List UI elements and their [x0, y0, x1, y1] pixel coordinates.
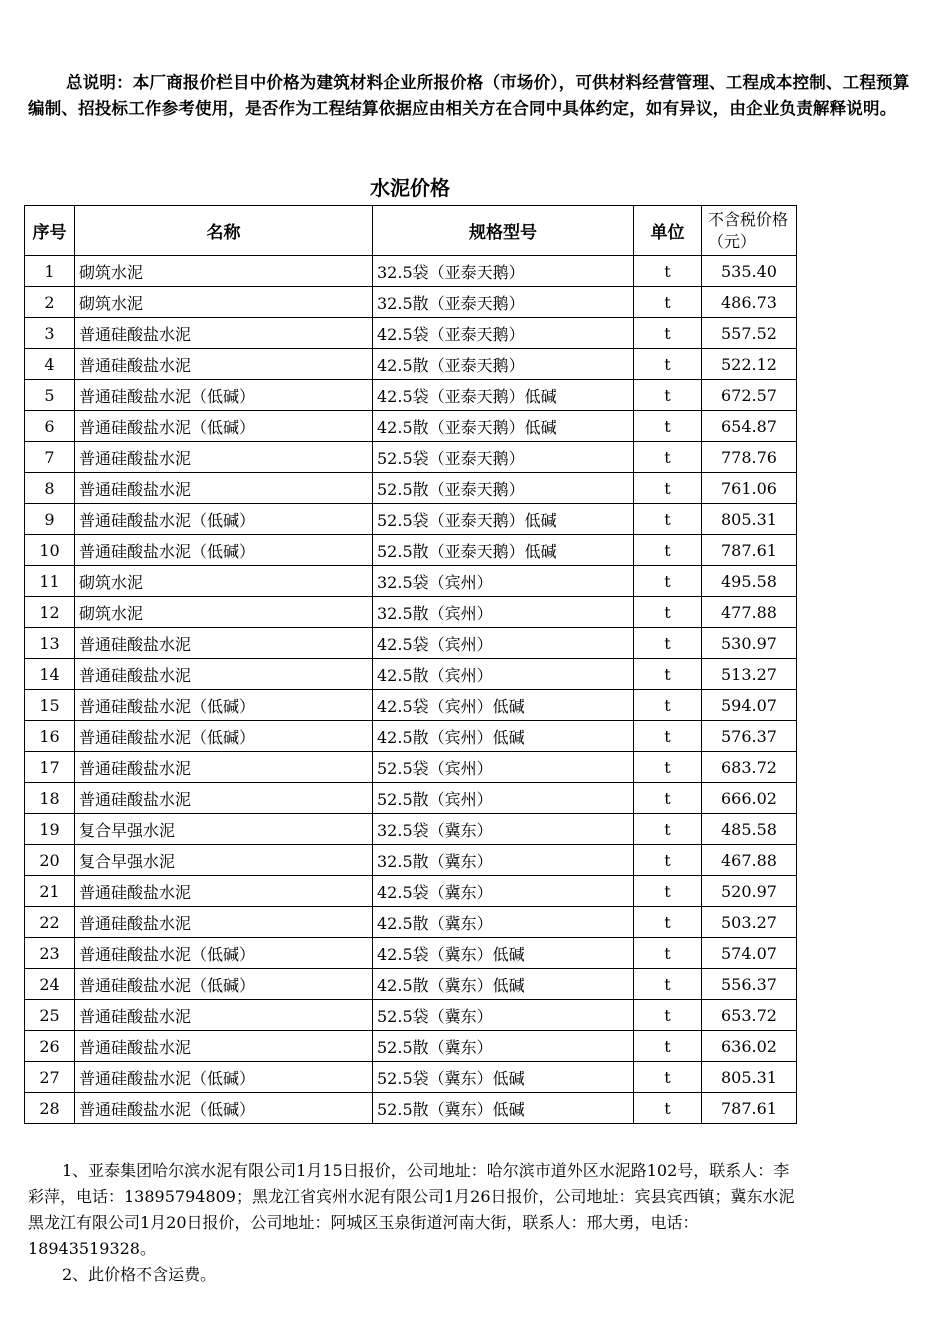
cell-spec: 32.5散（宾州） [373, 597, 634, 628]
cell-name: 复合早强水泥 [75, 814, 373, 845]
cell-price: 520.97 [702, 876, 797, 907]
cell-unit: t [634, 1062, 702, 1093]
cell-no: 18 [25, 783, 75, 814]
cell-no: 10 [25, 535, 75, 566]
cell-unit: t [634, 845, 702, 876]
cell-name: 普通硅酸盐水泥（低碱） [75, 721, 373, 752]
cell-unit: t [634, 752, 702, 783]
cell-name: 砌筑水泥 [75, 597, 373, 628]
cell-no: 16 [25, 721, 75, 752]
cell-no: 23 [25, 938, 75, 969]
table-row [25, 721, 797, 752]
cell-spec: 52.5散（冀东） [373, 1031, 634, 1062]
cell-no: 25 [25, 1000, 75, 1031]
header-no: 序号 [25, 206, 75, 256]
cell-price: 574.07 [702, 938, 797, 969]
cell-no: 20 [25, 845, 75, 876]
cell-no: 21 [25, 876, 75, 907]
cell-no: 12 [25, 597, 75, 628]
cell-unit: t [634, 938, 702, 969]
cell-price: 594.07 [702, 690, 797, 721]
table-row [25, 442, 797, 473]
cell-no: 8 [25, 473, 75, 504]
table-row [25, 1031, 797, 1062]
table-title: 水泥价格 [370, 176, 450, 200]
cell-spec: 32.5袋（宾州） [373, 566, 634, 597]
cell-unit: t [634, 783, 702, 814]
cell-unit: t [634, 628, 702, 659]
cell-name: 普通硅酸盐水泥 [75, 1000, 373, 1031]
cell-name: 普通硅酸盐水泥 [75, 659, 373, 690]
table-row [25, 349, 797, 380]
cell-unit: t [634, 597, 702, 628]
cell-no: 13 [25, 628, 75, 659]
cell-unit: t [634, 566, 702, 597]
cell-name: 普通硅酸盐水泥 [75, 318, 373, 349]
cell-name: 普通硅酸盐水泥（低碱） [75, 535, 373, 566]
cell-spec: 52.5散（冀东）低碱 [373, 1093, 634, 1124]
table-row [25, 380, 797, 411]
table-row [25, 938, 797, 969]
cell-unit: t [634, 814, 702, 845]
cell-name: 普通硅酸盐水泥（低碱） [75, 380, 373, 411]
cell-price: 530.97 [702, 628, 797, 659]
cell-name: 普通硅酸盐水泥 [75, 876, 373, 907]
table-row [25, 535, 797, 566]
cell-unit: t [634, 473, 702, 504]
cell-no: 19 [25, 814, 75, 845]
cell-price: 654.87 [702, 411, 797, 442]
cell-spec: 52.5袋（冀东） [373, 1000, 634, 1031]
cell-price: 486.73 [702, 287, 797, 318]
cell-price: 576.37 [702, 721, 797, 752]
cell-no: 11 [25, 566, 75, 597]
cell-unit: t [634, 876, 702, 907]
table-row [25, 566, 797, 597]
cell-spec: 42.5散（冀东）低碱 [373, 969, 634, 1000]
cell-price: 653.72 [702, 1000, 797, 1031]
cell-spec: 42.5散（宾州）低碱 [373, 721, 634, 752]
cell-no: 1 [25, 256, 75, 287]
cell-price: 778.76 [702, 442, 797, 473]
cell-name: 普通硅酸盐水泥（低碱） [75, 1062, 373, 1093]
cell-name: 普通硅酸盐水泥（低碱） [75, 938, 373, 969]
header-price: 不含税价格（元） [702, 206, 797, 256]
cell-unit: t [634, 442, 702, 473]
cell-spec: 42.5袋（宾州） [373, 628, 634, 659]
cell-unit: t [634, 659, 702, 690]
cell-unit: t [634, 1000, 702, 1031]
table-header-row [25, 206, 797, 256]
table-row [25, 907, 797, 938]
cell-name: 普通硅酸盐水泥（低碱） [75, 504, 373, 535]
cell-spec: 42.5散（亚泰天鹅） [373, 349, 634, 380]
table-row [25, 318, 797, 349]
table-row [25, 752, 797, 783]
cell-spec: 42.5袋（亚泰天鹅） [373, 318, 634, 349]
cell-spec: 32.5散（亚泰天鹅） [373, 287, 634, 318]
cell-no: 27 [25, 1062, 75, 1093]
cell-name: 砌筑水泥 [75, 287, 373, 318]
cell-no: 3 [25, 318, 75, 349]
cell-price: 683.72 [702, 752, 797, 783]
table-row [25, 659, 797, 690]
cell-price: 522.12 [702, 349, 797, 380]
header-unit: 单位 [634, 206, 702, 256]
cell-spec: 42.5散（宾州） [373, 659, 634, 690]
cell-name: 砌筑水泥 [75, 256, 373, 287]
cell-price: 805.31 [702, 504, 797, 535]
cell-spec: 52.5袋（宾州） [373, 752, 634, 783]
cell-name: 普通硅酸盐水泥（低碱） [75, 1093, 373, 1124]
cell-spec: 52.5袋（亚泰天鹅）低碱 [373, 504, 634, 535]
table-row [25, 628, 797, 659]
cell-price: 477.88 [702, 597, 797, 628]
cell-no: 7 [25, 442, 75, 473]
cell-spec: 42.5袋（宾州）低碱 [373, 690, 634, 721]
cell-unit: t [634, 721, 702, 752]
table-row [25, 1062, 797, 1093]
cell-unit: t [634, 969, 702, 1000]
table-row [25, 411, 797, 442]
cell-price: 636.02 [702, 1031, 797, 1062]
cell-name: 普通硅酸盐水泥 [75, 442, 373, 473]
cell-name: 普通硅酸盐水泥（低碱） [75, 969, 373, 1000]
cell-price: 557.52 [702, 318, 797, 349]
cell-price: 495.58 [702, 566, 797, 597]
table-row [25, 783, 797, 814]
cell-unit: t [634, 256, 702, 287]
cell-spec: 52.5散（亚泰天鹅） [373, 473, 634, 504]
cell-no: 26 [25, 1031, 75, 1062]
cell-price: 805.31 [702, 1062, 797, 1093]
cell-price: 761.06 [702, 473, 797, 504]
cell-spec: 32.5袋（冀东） [373, 814, 634, 845]
table-row [25, 969, 797, 1000]
cell-price: 787.61 [702, 535, 797, 566]
cell-name: 普通硅酸盐水泥（低碱） [75, 690, 373, 721]
table-row [25, 876, 797, 907]
table-row [25, 814, 797, 845]
cell-spec: 52.5袋（冀东）低碱 [373, 1062, 634, 1093]
table-row [25, 287, 797, 318]
cell-spec: 42.5袋（冀东）低碱 [373, 938, 634, 969]
cell-spec: 32.5散（冀东） [373, 845, 634, 876]
cell-name: 普通硅酸盐水泥（低碱） [75, 411, 373, 442]
cell-unit: t [634, 535, 702, 566]
cell-no: 4 [25, 349, 75, 380]
table-row [25, 597, 797, 628]
notes [28, 1158, 798, 1288]
cell-no: 22 [25, 907, 75, 938]
note-1: 1、亚泰集团哈尔滨水泥有限公司1月15日报价，公司地址：哈尔滨市道外区水泥路102号，联系人：李彩萍，电话：13895794809；黑龙江省宾州水泥有限公司1月26日报价，公司地址：宾县宾西镇；冀东水泥黑龙江有限公司1月20日报价，公司地址：阿城区玉泉街道河南大街，联系人：邢大勇，电话：18943519328。 [28, 1161, 795, 1258]
cell-unit: t [634, 411, 702, 442]
cell-name: 普通硅酸盐水泥 [75, 628, 373, 659]
cell-price: 556.37 [702, 969, 797, 1000]
table-row [25, 473, 797, 504]
cell-price: 672.57 [702, 380, 797, 411]
table-row [25, 504, 797, 535]
note-2: 2、此价格不含运费。 [62, 1265, 217, 1284]
cell-price: 513.27 [702, 659, 797, 690]
table-body [25, 256, 797, 1124]
cell-no: 24 [25, 969, 75, 1000]
general-description: 总说明：本厂商报价栏目中价格为建筑材料企业所报价格（市场价），可供材料经营管理、工程成本控制、工程预算编制、招投标工作参考使用，是否作为工程结算依据应由相关方在合同中具体约定，如有异议，由企业负责解释说明。 [28, 73, 910, 118]
table-row [25, 1000, 797, 1031]
cell-no: 14 [25, 659, 75, 690]
cell-name: 普通硅酸盐水泥 [75, 907, 373, 938]
cell-spec: 42.5袋（亚泰天鹅）低碱 [373, 380, 634, 411]
cell-unit: t [634, 349, 702, 380]
cell-spec: 32.5袋（亚泰天鹅） [373, 256, 634, 287]
cell-name: 普通硅酸盐水泥 [75, 752, 373, 783]
cell-spec: 52.5散（亚泰天鹅）低碱 [373, 535, 634, 566]
cell-unit: t [634, 287, 702, 318]
cell-price: 535.40 [702, 256, 797, 287]
cell-name: 普通硅酸盐水泥 [75, 1031, 373, 1062]
cell-unit: t [634, 504, 702, 535]
cell-spec: 52.5袋（亚泰天鹅） [373, 442, 634, 473]
cell-no: 5 [25, 380, 75, 411]
cell-no: 2 [25, 287, 75, 318]
cell-unit: t [634, 907, 702, 938]
cell-unit: t [634, 380, 702, 411]
cell-name: 普通硅酸盐水泥 [75, 783, 373, 814]
cell-price: 666.02 [702, 783, 797, 814]
cell-unit: t [634, 1031, 702, 1062]
cell-price: 503.27 [702, 907, 797, 938]
cell-no: 17 [25, 752, 75, 783]
table-row [25, 690, 797, 721]
cell-unit: t [634, 1093, 702, 1124]
cell-unit: t [634, 318, 702, 349]
cell-spec: 42.5袋（冀东） [373, 876, 634, 907]
cell-no: 9 [25, 504, 75, 535]
table-row [25, 845, 797, 876]
cell-no: 15 [25, 690, 75, 721]
cell-no: 28 [25, 1093, 75, 1124]
cell-name: 普通硅酸盐水泥 [75, 349, 373, 380]
table-row [25, 1093, 797, 1124]
header-spec: 规格型号 [373, 206, 634, 256]
cell-name: 复合早强水泥 [75, 845, 373, 876]
cell-price: 467.88 [702, 845, 797, 876]
cell-spec: 42.5散（冀东） [373, 907, 634, 938]
cement-price-table [24, 205, 797, 1124]
cell-no: 6 [25, 411, 75, 442]
cell-unit: t [634, 690, 702, 721]
table-row [25, 256, 797, 287]
header-name: 名称 [75, 206, 373, 256]
cell-price: 787.61 [702, 1093, 797, 1124]
cell-spec: 42.5散（亚泰天鹅）低碱 [373, 411, 634, 442]
cell-name: 砌筑水泥 [75, 566, 373, 597]
cell-price: 485.58 [702, 814, 797, 845]
cell-spec: 52.5散（宾州） [373, 783, 634, 814]
cell-name: 普通硅酸盐水泥 [75, 473, 373, 504]
